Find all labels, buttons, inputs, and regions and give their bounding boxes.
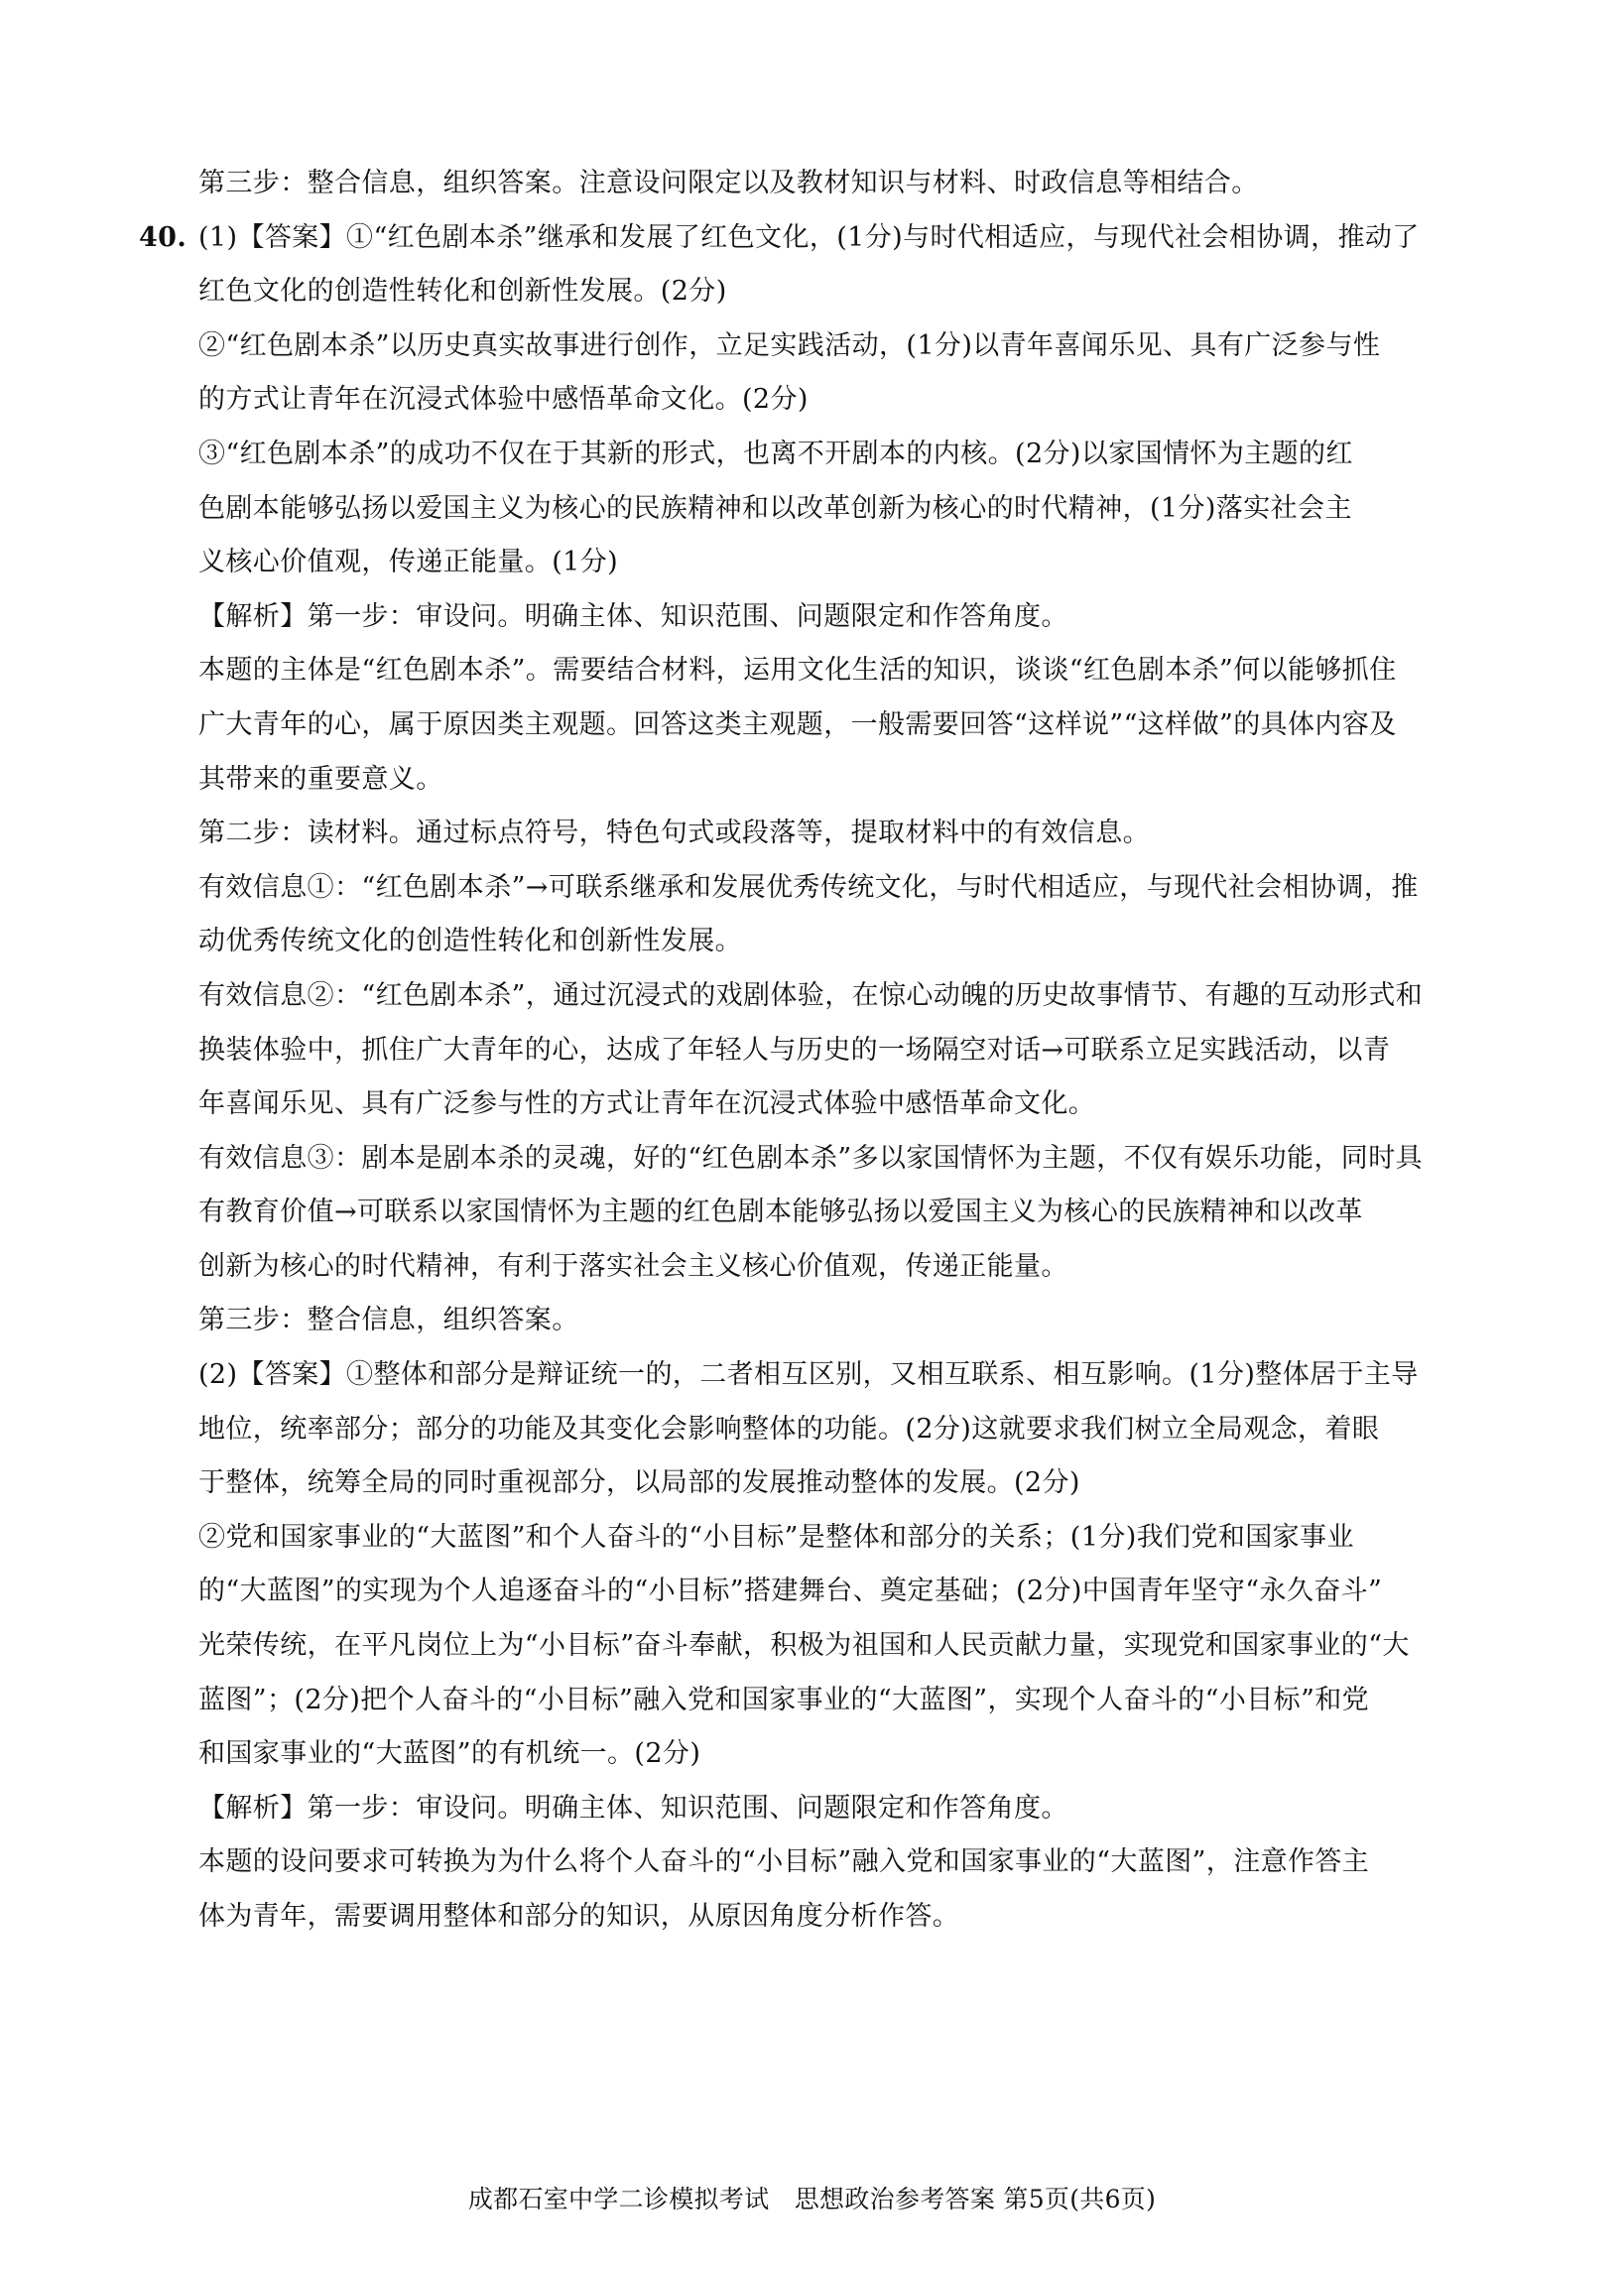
text-line: 有效信息①：“红色剧本杀”→可联系继承和发展优秀传统文化，与时代相适应，与现代社会相协调，推 <box>198 871 1419 903</box>
text-line: ②“红色剧本杀”以历史真实故事进行创作，立足实践活动，(1分)以青年喜闻乐见、具有广泛参与性 <box>198 329 1381 361</box>
text-line: 其带来的重要意义。 <box>198 763 443 795</box>
text-line: 创新为核心的时代精神，有利于落实社会主义核心价值观，传递正能量。 <box>198 1250 1068 1282</box>
page-footer: 成都石室中学二诊模拟考试 思想政治参考答案 第5页(共6页) <box>467 2185 1157 2213</box>
text-line: 第三步：整合信息，组织答案。 <box>198 1305 579 1336</box>
question-40-first-line <box>139 211 1478 266</box>
text-line: (2)【答案】①整体和部分是辩证统一的，二者相互区别，又相互联系、相互影响。(1分)整体居于主导 <box>198 1359 1419 1391</box>
question-number: 40. <box>139 221 187 253</box>
text-line: 于整体，统筹全局的同时重视部分，以局部的发展推动整体的发展。(2分) <box>198 1467 1080 1499</box>
text-line: 动优秀传统文化的创造性转化和创新性发展。 <box>198 926 742 957</box>
text-line: 有效信息②：“红色剧本杀”，通过沉浸式的戏剧体验，在惊心动魄的历史故事情节、有趣的互动形式和 <box>198 979 1424 1011</box>
text-line: 的“大蓝图”的实现为个人追逐奋斗的“小目标”搭建舞台、奠定基础；(2分)中国青年坚守“永久奋斗” <box>198 1576 1383 1607</box>
text-line: 【解析】第一步：审设问。明确主体、知识范围、问题限定和作答角度。 <box>198 600 1068 632</box>
text-line: 红色文化的创造性转化和创新性发展。(2分) <box>198 276 727 308</box>
text-line: 年喜闻乐见、具有广泛参与性的方式让青年在沉浸式体验中感悟革命文化。 <box>198 1088 1096 1120</box>
text-line: 义核心价值观，传递正能量。(1分) <box>198 547 619 578</box>
text-line: ③“红色剧本杀”的成功不仅在于其新的形式，也离不开剧本的内核。(2分)以家国情怀为主题的红 <box>198 438 1353 469</box>
text-line: 有教育价值→可联系以家国情怀为主题的红色剧本能够弘扬以爱国主义为核心的民族精神和以改革 <box>198 1197 1363 1228</box>
text-line: 光荣传统，在平凡岗位上为“小目标”奋斗奉献，积极为祖国和人民贡献力量，实现党和国家事业的“大 <box>198 1630 1410 1662</box>
text-line: 本题的设问要求可转换为为什么将个人奋斗的“小目标”融入党和国家事业的“大蓝图”，注意作答主 <box>198 1846 1370 1878</box>
text-line: 本题的主体是“红色剧本杀”。需要结合材料，运用文化生活的知识，谈谈“红色剧本杀”何以能够抓住 <box>198 655 1397 687</box>
text-line: 【解析】第一步：审设问。明确主体、知识范围、问题限定和作答角度。 <box>198 1792 1068 1824</box>
text-line: (1)【答案】①“红色剧本杀”继承和发展了红色文化，(1分)与时代相适应，与现代社会相协调，推动了 <box>198 221 1420 253</box>
text-line: 色剧本能够弘扬以爱国主义为核心的民族精神和以改革创新为核心的时代精神，(1分)落实社会主 <box>198 492 1352 524</box>
answer-body <box>139 157 1478 1945</box>
text-line: 地位，统率部分；部分的功能及其变化会影响整体的功能。(2分)这就要求我们树立全局观念，着眼 <box>198 1413 1380 1445</box>
text-line: 换装体验中，抓住广大青年的心，达成了年轻人与历史的一场隔空对话→可联系立足实践活动，以青 <box>198 1034 1391 1066</box>
text-line: 和国家事业的“大蓝图”的有机统一。(2分) <box>198 1738 701 1770</box>
text-line: 广大青年的心，属于原因类主观题。回答这类主观题，一般需要回答“这样说”“这样做”的具体内容及 <box>198 708 1397 740</box>
text-line: 蓝图”；(2分)把个人奋斗的“小目标”融入党和国家事业的“大蓝图”，实现个人奋斗的“小目标”和党 <box>198 1684 1370 1715</box>
text-line: ②党和国家事业的“大蓝图”和个人奋斗的“小目标”是整体和部分的关系；(1分)我们党和国家事业 <box>198 1521 1354 1553</box>
text-line: 第二步：读材料。通过标点符号，特色句式或段落等，提取材料中的有效信息。 <box>198 818 1150 849</box>
text-line: 体为青年，需要调用整体和部分的知识，从原因角度分析作答。 <box>198 1901 960 1932</box>
text-line: 第三步：整合信息，组织答案。注意设问限定以及教材知识与材料、时政信息等相结合。 <box>198 168 1259 198</box>
text-line: 的方式让青年在沉浸式体验中感悟革命文化。(2分) <box>198 384 809 416</box>
text-line: 有效信息③：剧本是剧本杀的灵魂，好的“红色剧本杀”多以家国情怀为主题，不仅有娱乐功能，同时具 <box>198 1142 1424 1174</box>
